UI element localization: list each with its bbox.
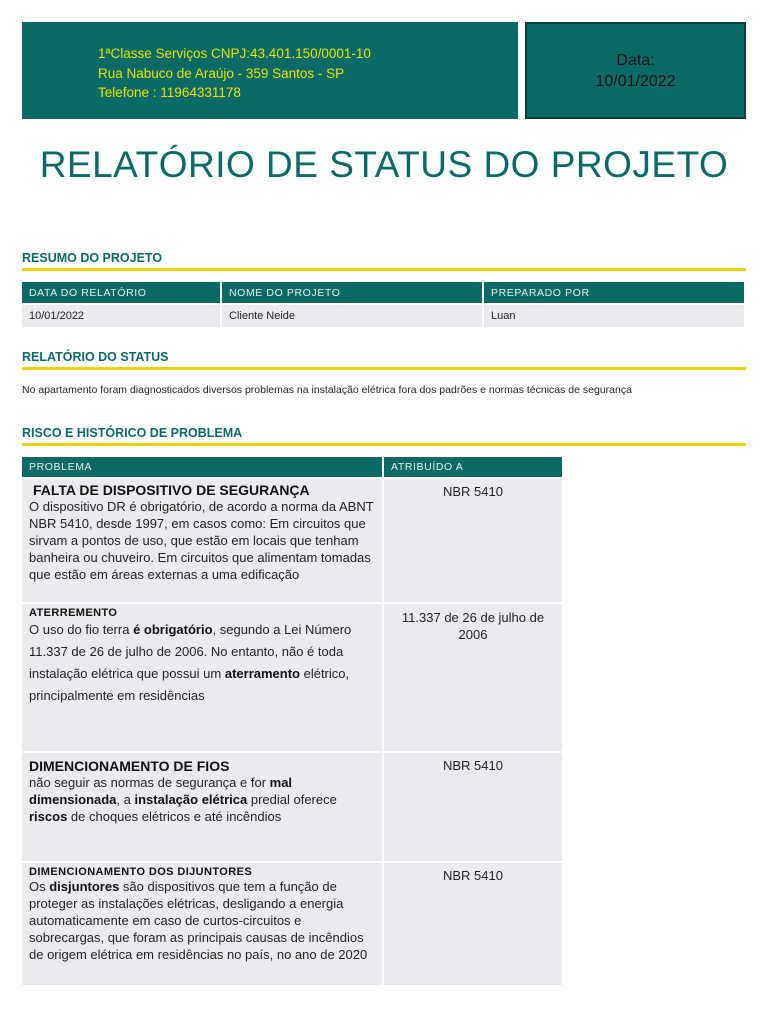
risk-problem-cell [22, 863, 382, 985]
summary-table [22, 282, 746, 327]
risk-row [22, 604, 562, 751]
company-address: Rua Nabuco de Araújo - 359 Santos - SP [98, 65, 345, 81]
page-title: RELATÓRIO DE STATUS DO PROJETO [39, 144, 729, 185]
risk-description: não seguir as normas de segurança e for mal dimensionada, a instalação elétrica predial oferece riscos de choques elétricos e até incêndios [29, 775, 337, 824]
summary-data-row [22, 304, 745, 327]
risk-title: ATERREMENTO [29, 607, 118, 619]
risk-problem-cell [22, 604, 382, 751]
col-assigned: ATRIBUÍDO A [384, 457, 562, 477]
col-report-date: DATA DO RELATÓRIO [22, 282, 221, 304]
status-text: No apartamento foram diagnosticados diversos problemas na instalação elétrica fora dos padrões e normas técnicas de segurança [22, 384, 632, 396]
date-value: 10/01/2022 [595, 72, 676, 90]
risk-row [22, 863, 562, 985]
status-rule [22, 367, 746, 370]
risk-problem-cell [22, 753, 382, 861]
risk-row [22, 479, 562, 602]
date-label: Data: [616, 51, 655, 69]
risk-row [22, 753, 562, 861]
risk-problem-cell [22, 479, 382, 602]
cell-report-date: 10/01/2022 [22, 304, 221, 327]
risks-table [22, 457, 562, 985]
summary-heading: RESUMO DO PROJETO [22, 251, 163, 265]
risk-title: DIMENCIONAMENTO DOS DIJUNTORES [29, 866, 253, 878]
risk-description: O dispositivo DR é obrigatório, de acordo a norma da ABNT NBR 5410, desde 1997, em casos como: Em circuitos que sirvam a pontos de uso, que estão em locais que tenham banheira ou chuveiro. Em circuitos que alimentam tomadas que estão em áreas externas a uma edificação [29, 499, 374, 582]
risk-assigned-cell: 11.337 de 26 de julho de 2006 [384, 604, 562, 751]
company-phone: Telefone : 11964331178 [98, 85, 241, 100]
summary-header-row [22, 282, 745, 304]
col-problem: PROBLEMA [22, 457, 382, 477]
risk-assigned-cell: NBR 5410 [384, 753, 562, 861]
col-prepared-by: PREPARADO POR [483, 282, 745, 304]
risk-assigned-cell: NBR 5410 [384, 863, 562, 985]
risks-rule [22, 443, 746, 446]
cell-project-name: Cliente Neide [221, 304, 483, 327]
header-date-block [525, 22, 746, 119]
risk-description: Os disjuntores são dispositivos que tem a função de proteger as instalações elétricas, desligando a energia automaticamente em caso de curtos-circuitos e sobrecargas, que foram as principais causas de incêndios de origem elétrica em residências no país, no ano de 2020 [29, 879, 368, 962]
company-info [98, 44, 371, 103]
risk-title: DIMENCIONAMENTO DE FIOS [29, 758, 230, 774]
cell-prepared-by: Luan [483, 304, 745, 327]
risk-description: O uso do fio terra é obrigatório, segundo a Lei Número 11.337 de 26 de julho de 2006. No entanto, não é toda instalação elétrica que possui um aterramento elétrico, principalmente em residências [29, 622, 352, 703]
risk-title: FALTA DE DISPOSITIVO DE SEGURANÇA [33, 482, 310, 498]
risks-heading: RISCO E HISTÓRICO DE PROBLEMA [22, 426, 243, 440]
summary-rule [22, 268, 746, 271]
status-heading: RELATÓRIO DO STATUS [22, 350, 169, 364]
company-name-cnpj: 1ªClasse Serviços CNPJ:43.401.150/0001-10 [98, 46, 371, 61]
risks-header-row [22, 457, 562, 477]
col-project-name: NOME DO PROJETO [221, 282, 483, 304]
risk-assigned-cell: NBR 5410 [384, 479, 562, 602]
